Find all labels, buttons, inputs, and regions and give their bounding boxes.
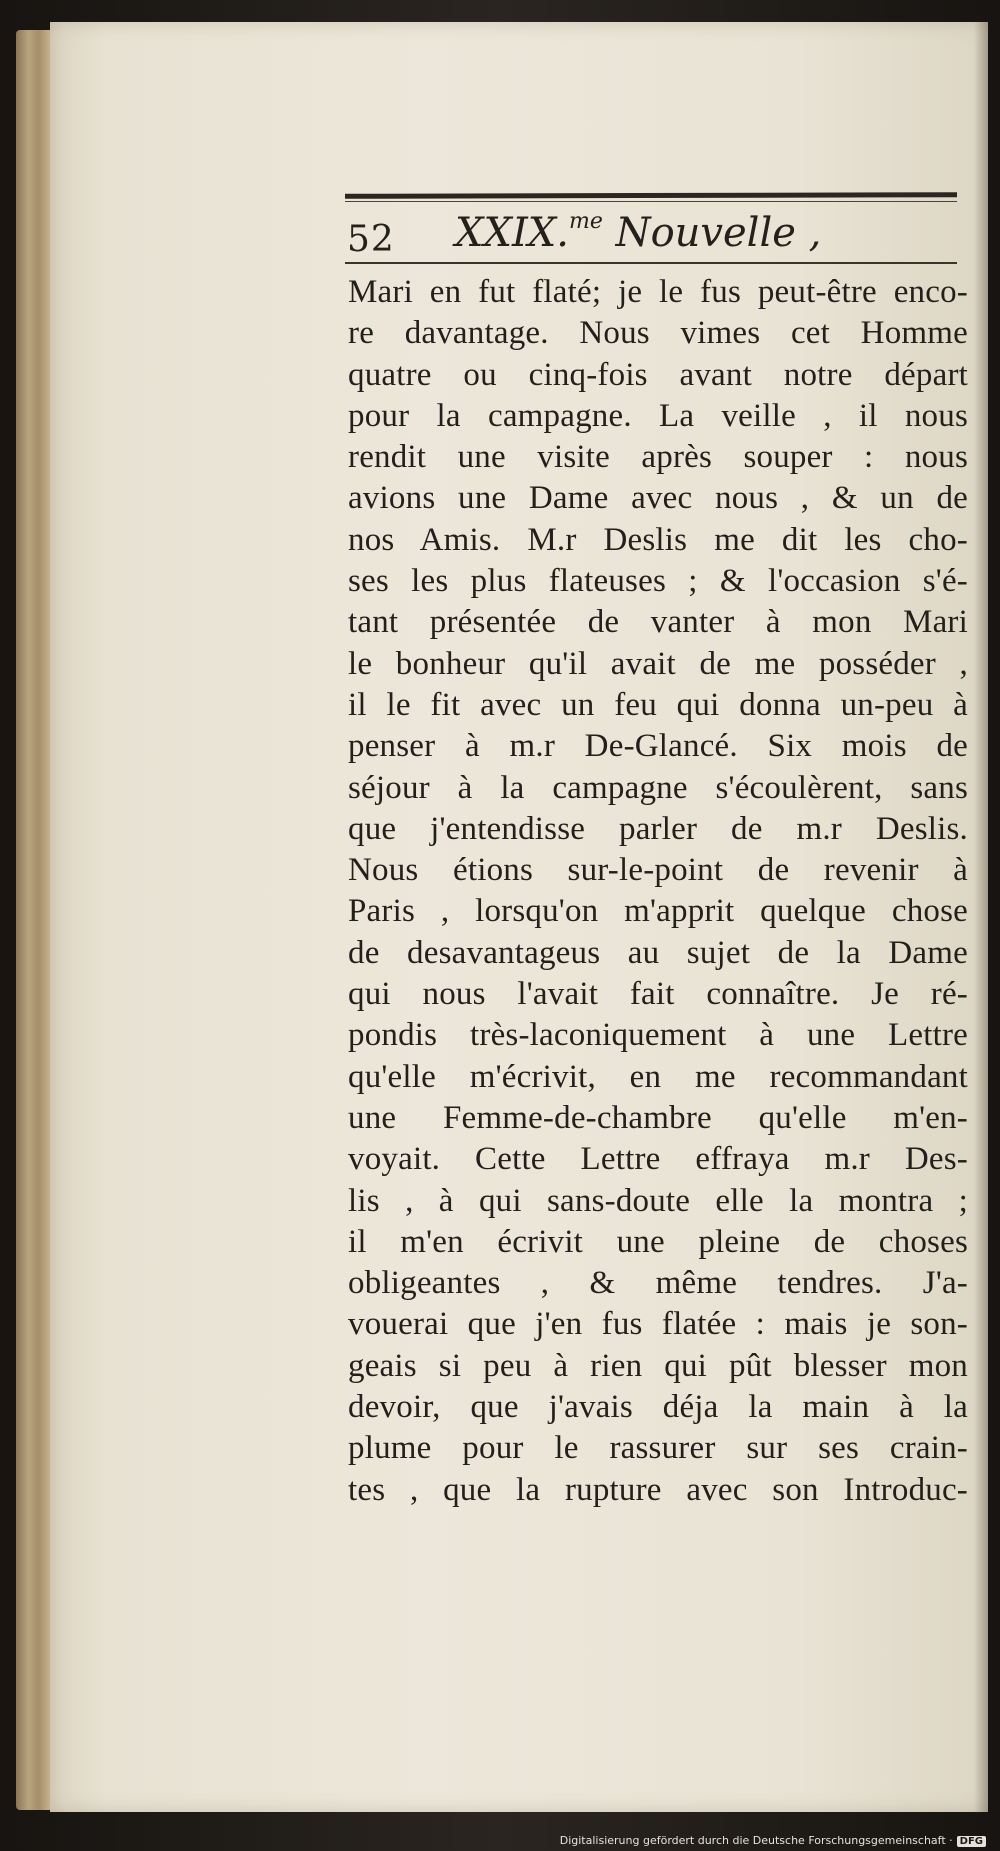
body-text xyxy=(348,272,968,1511)
text-line: avions une Dame avec nous , & un de xyxy=(348,480,968,517)
text-line: geais si peu à rien qui pût blesser mon xyxy=(348,1347,968,1384)
running-head xyxy=(345,205,957,263)
running-title-superscript: me xyxy=(568,209,603,234)
text-line: pondis très-laconiquement à une Lettre xyxy=(348,1017,968,1054)
text-line: tant présentée de vanter à mon Mari xyxy=(348,604,968,641)
text-line: le bonheur qu'il avait de me posséder , xyxy=(348,645,968,682)
text-line: qu'elle m'écrivit, en me recommandant xyxy=(348,1058,968,1095)
text-line: que j'entendisse parler de m.r Deslis. xyxy=(348,810,968,847)
text-line: Mari en fut flaté; je le fus peut-être enco- xyxy=(348,274,968,310)
text-line: quatre ou cinq-fois avant notre départ xyxy=(348,356,968,393)
dfg-logo: DFG xyxy=(957,1836,986,1847)
text-line: ses les plus flateuses ; & l'occasion s'é- xyxy=(348,563,968,600)
text-line: nos Amis. M.r Deslis me dit les cho- xyxy=(348,521,968,558)
page-number: 52 xyxy=(347,219,395,260)
running-head-underline xyxy=(345,262,957,264)
header-rule-thin xyxy=(345,201,957,202)
text-line: voyait. Cette Lettre effraya m.r Des- xyxy=(348,1141,968,1178)
running-title-word: Nouvelle , xyxy=(615,210,822,256)
text-line: rendit une visite après souper : nous xyxy=(348,439,968,476)
text-line: de desavantageus au sujet de la Dame xyxy=(348,934,968,971)
text-line: tes , que la rupture avec son Introduc- xyxy=(348,1471,968,1508)
text-line: il le fit avec un feu qui donna un-peu à xyxy=(348,686,968,723)
credit-text: Digitalisierung gefördert durch die Deutsche Forschungsgemeinschaft · xyxy=(559,1834,953,1847)
text-line: vouerai que j'en fus flatée : mais je son- xyxy=(348,1306,968,1343)
running-title xyxy=(455,209,821,256)
text-line: obligeantes , & même tendres. J'a- xyxy=(348,1265,968,1302)
text-line: séjour à la campagne s'écoulèrent, sans xyxy=(348,769,968,806)
digitization-credit xyxy=(560,1834,986,1847)
text-line: devoir, que j'avais déja la main à la xyxy=(348,1389,968,1426)
running-title-roman: XXIX. xyxy=(455,210,569,256)
text-line: pour la campagne. La veille , il nous xyxy=(348,397,968,434)
text-line: il m'en écrivit une pleine de choses xyxy=(348,1223,968,1260)
text-line: une Femme-de-chambre qu'elle m'en- xyxy=(348,1099,968,1136)
text-line: penser à m.r De-Glancé. Six mois de xyxy=(348,728,968,765)
text-line: re davantage. Nous vimes cet Homme xyxy=(348,315,968,352)
text-line: Paris , lorsqu'on m'apprit quelque chose xyxy=(348,893,968,930)
text-line: plume pour le rassurer sur ses crain- xyxy=(348,1430,968,1467)
text-line: Nous étions sur-le-point de revenir à xyxy=(348,852,968,889)
text-line: qui nous l'avait fait connaître. Je ré- xyxy=(348,976,968,1013)
text-line: lis , à qui sans-doute elle la montra ; xyxy=(348,1182,968,1219)
